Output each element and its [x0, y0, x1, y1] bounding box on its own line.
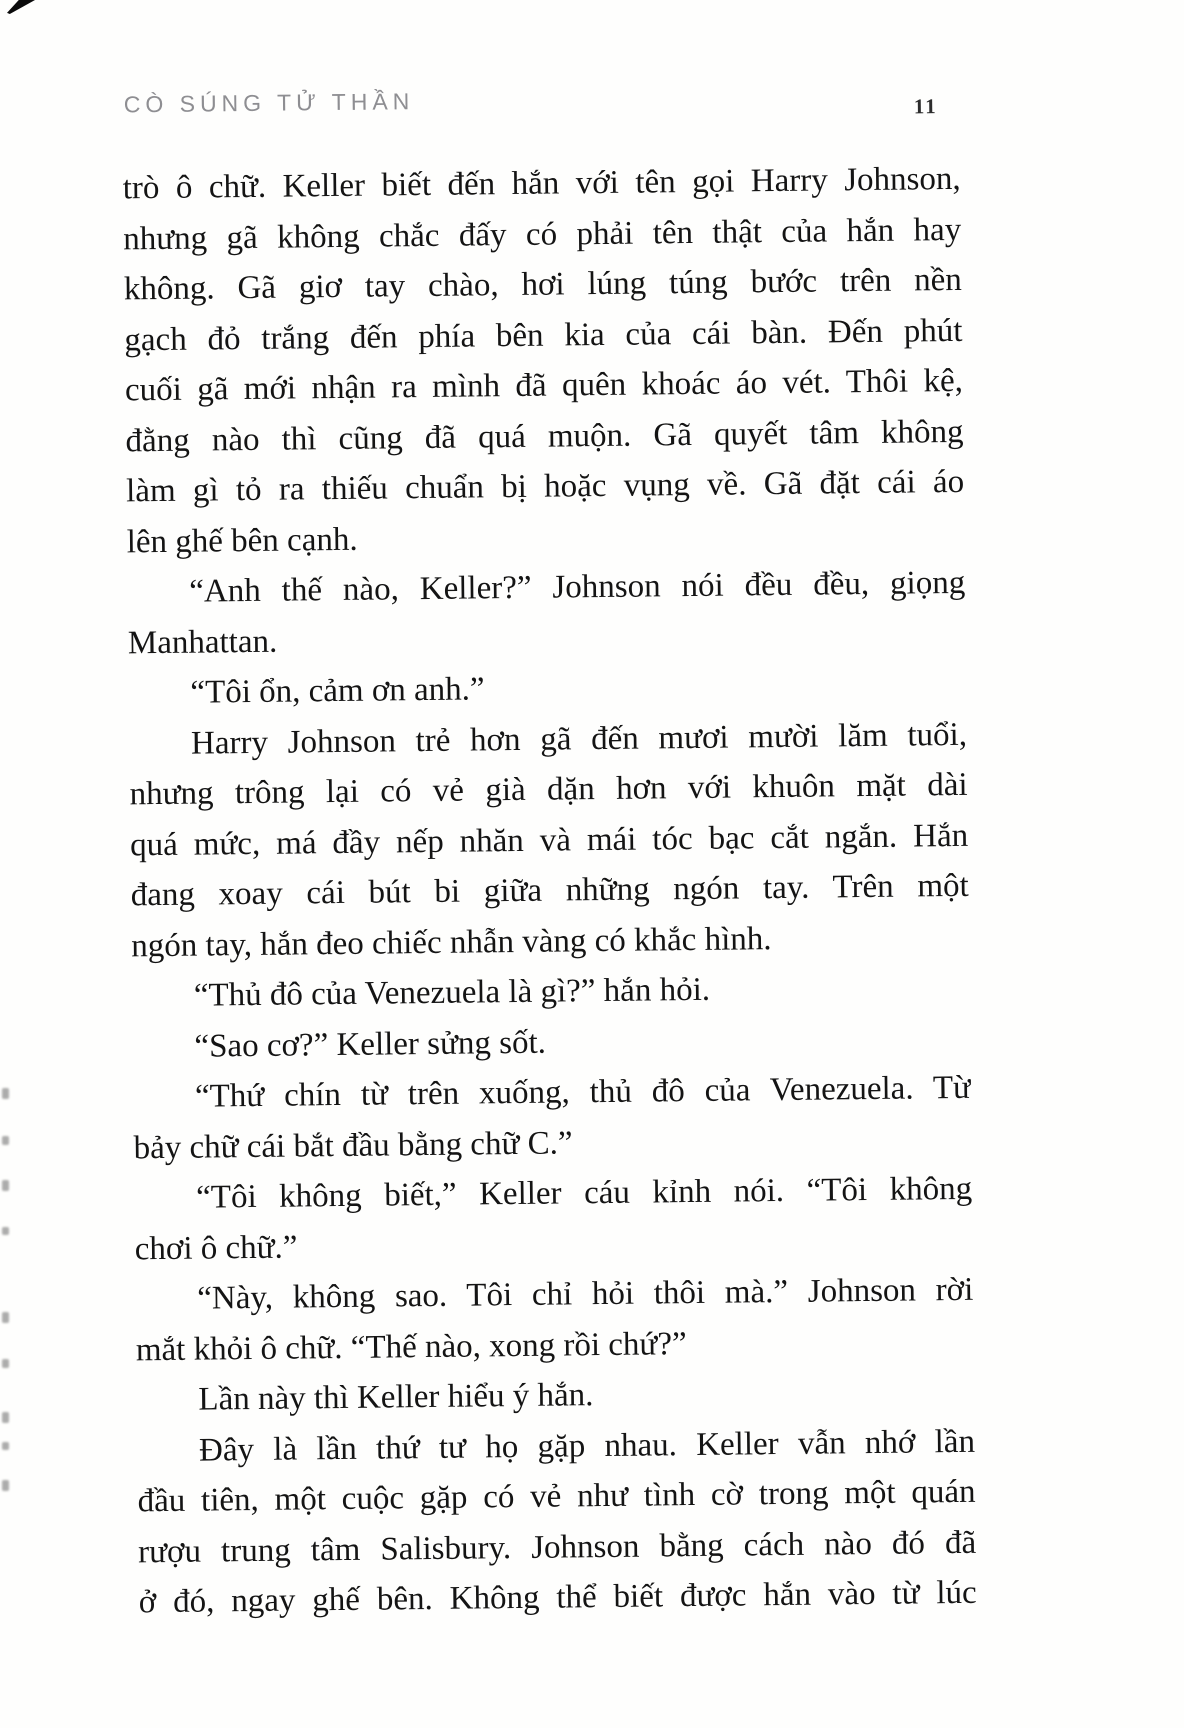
text-line: quá mức, má đầy nếp nhăn và mái tóc bạc cắt ngắn. Hắn: [129, 817, 969, 863]
text-line: cuối gã mới nhận ra mình đã quên khoác áo vét. Thôi kệ,: [124, 362, 964, 409]
text-line: “Sao cơ?” Keller sửng sốt.: [194, 1024, 547, 1065]
text-line: “Thủ đô của Venezuela là gì?” hắn hỏi.: [193, 971, 711, 1014]
text-line: Manhattan.: [127, 623, 278, 661]
text-line: chơi ô chữ.”: [134, 1228, 298, 1267]
text-line: Harry Johnson trẻ hơn gã đến mươi mười lăm tuổi,: [190, 716, 968, 762]
page-edge-bleed-mark: [2, 1227, 9, 1235]
page-edge-bleed-mark: [2, 1312, 9, 1323]
text-line: “Này, không sao. Tôi chỉ hỏi thôi mà.” Johnson rời: [197, 1271, 974, 1317]
running-header-title: CÒ SÚNG TỬ THẦN: [123, 88, 415, 118]
text-line: đằng nào thì cũng đã quá muộn. Gã quyết tâm không: [125, 413, 964, 459]
page-edge-bleed-mark: [2, 1136, 9, 1145]
page-edge-bleed-mark: [2, 1480, 9, 1491]
text-line: “Thứ chín từ trên xuống, thủ đô của Venezuela. Từ: [194, 1069, 972, 1115]
body-text-block: [122, 154, 977, 1628]
text-line: trò ô chữ. Keller biết đến hắn với tên gọi Harry Johnson,: [122, 160, 961, 207]
text-line: mắt khỏi ô chữ. “Thế nào, xong rồi chứ?”: [135, 1325, 687, 1368]
text-line: “Tôi không biết,” Keller cáu kỉnh nói. “Tôi không: [195, 1170, 973, 1216]
text-line: gạch đỏ trắng đến phía bên kia của cái bàn. Đến phút: [124, 312, 963, 358]
text-line: bảy chữ cái bắt đầu bằng chữ C.”: [133, 1124, 573, 1166]
text-line: đầu tiên, một cuộc gặp có vẻ như tình cờ trong một quán: [137, 1473, 976, 1520]
page-edge-bleed-mark: [2, 1359, 9, 1368]
text-line: “Anh thế nào, Keller?” Johnson nói đều đều, giọng: [189, 564, 966, 610]
text-line: Đây là lần thứ tư họ gặp nhau. Keller vẫn nhớ lần: [198, 1423, 976, 1469]
text-line: không. Gã giơ tay chào, hơi lúng túng bước trên nền: [123, 261, 962, 308]
text-line: làm gì tỏ ra thiếu chuẩn bị hoặc vụng về. Gã đặt cái áo: [125, 463, 965, 510]
text-line: ở đó, ngay ghế bên. Không thể biết được hắn vào từ lúc: [138, 1574, 977, 1621]
page-edge-bleed-mark: [2, 1442, 9, 1450]
page-number: 11: [913, 94, 938, 119]
page-edge-bleed-mark: [2, 1180, 9, 1191]
text-line: Lần này thì Keller hiểu ý hắn.: [198, 1377, 594, 1418]
text-line: ngón tay, hắn đeo chiếc nhẫn vàng có khắc hình.: [131, 920, 772, 964]
text-line: “Tôi ổn, cảm ơn anh.”: [190, 671, 485, 711]
text-line: rượu trung tâm Salisbury. Johnson bằng cách nào đó đã: [137, 1524, 977, 1570]
page-edge-bleed-mark: [2, 1412, 9, 1423]
text-line: đang xoay cái bút bi giữa những ngón tay. Trên một: [130, 867, 969, 914]
text-line: nhưng trông lại có vẻ già dặn hơn với khuôn mặt dài: [129, 766, 968, 813]
text-line: lên ghế bên cạnh.: [126, 521, 358, 560]
text-line: nhưng gã không chắc đấy có phải tên thật của hắn hay: [123, 211, 962, 257]
